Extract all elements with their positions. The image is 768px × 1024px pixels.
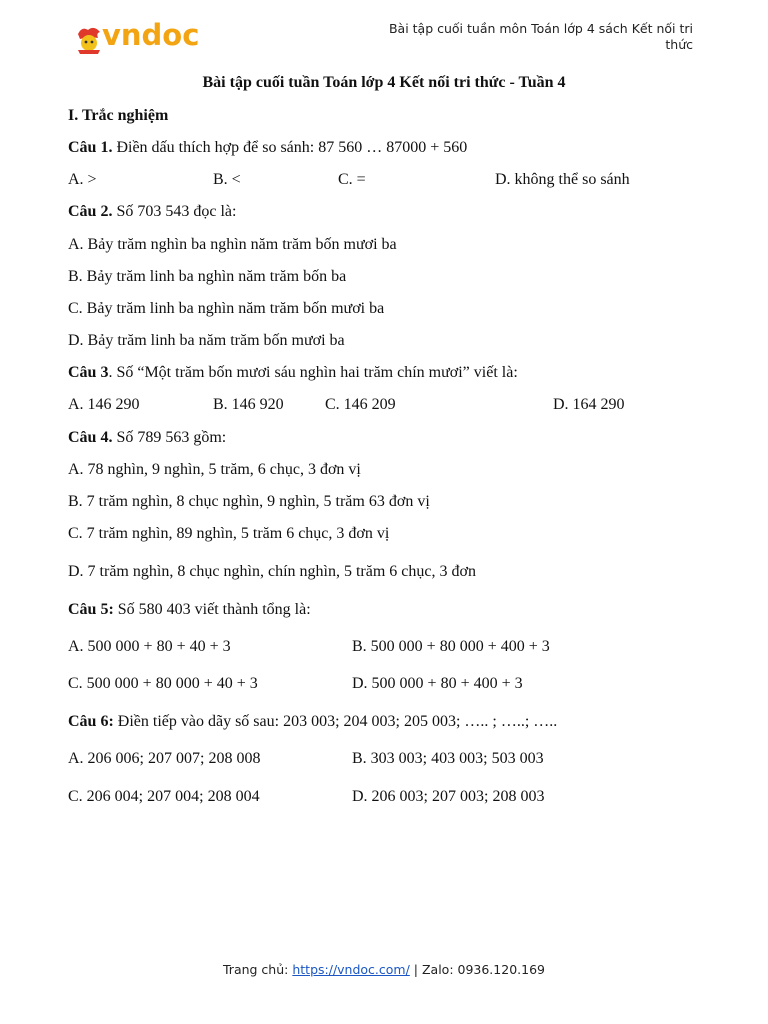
page-footer: [0, 962, 768, 977]
question-3: [68, 364, 518, 382]
q2-option-b: B. Bảy trăm linh ba nghìn năm trăm bốn ba: [68, 268, 347, 285]
question-text: Số 789 563 gồm:: [112, 429, 227, 446]
question-4: [68, 429, 226, 447]
question-text: Điền dấu thích hợp để so sánh: 87 560 … 87000 + 560: [112, 139, 468, 156]
question-label: Câu 3: [68, 364, 109, 381]
footer-home-link[interactable]: https://vndoc.com/: [292, 962, 410, 977]
footer-suffix: | Zalo: 0936.120.169: [409, 962, 545, 977]
q2-option-d: D. Bảy trăm linh ba năm trăm bốn mươi ba: [68, 332, 345, 349]
question-label: Câu 6:: [68, 713, 114, 730]
q4-option-b: B. 7 trăm nghìn, 8 chục nghìn, 9 nghìn, 5 trăm 63 đơn vị: [68, 493, 430, 510]
q1-option-c: C. =: [338, 171, 366, 188]
q6-option-d: D. 206 003; 207 003; 208 003: [352, 788, 545, 805]
question-label: Câu 4.: [68, 429, 113, 446]
logo-text: vndoc: [102, 18, 200, 52]
section-heading: I. Trắc nghiệm: [68, 107, 169, 124]
q2-option-c: C. Bảy trăm linh ba nghìn năm trăm bốn mươi ba: [68, 300, 385, 317]
q4-option-d: D. 7 trăm nghìn, 8 chục nghìn, chín nghìn, 5 trăm 6 chục, 3 đơn: [68, 563, 476, 580]
question-5: [68, 601, 311, 619]
logo-mascot-icon: [74, 24, 104, 56]
q5-option-c: C. 500 000 + 80 000 + 40 + 3: [68, 675, 258, 692]
page-title: Bài tập cuối tuần Toán lớp 4 Kết nối tri thức - Tuần 4: [202, 74, 566, 91]
q3-option-c: C. 146 209: [325, 396, 396, 413]
question-2: [68, 203, 236, 221]
question-label: Câu 5:: [68, 601, 114, 618]
vndoc-logo[interactable]: [74, 20, 204, 58]
q3-option-b: B. 146 920: [213, 396, 284, 413]
q6-option-b: B. 303 003; 403 003; 503 003: [352, 750, 544, 767]
q3-option-a: A. 146 290: [68, 396, 140, 413]
q3-option-d: D. 164 290: [553, 396, 625, 413]
q1-option-b: B. <: [213, 171, 241, 188]
question-1: [68, 139, 467, 157]
header-doc-name: Bài tập cuối tuần môn Toán lớp 4 sách Kết nối tri thức: [388, 21, 693, 52]
q4-option-a: A. 78 nghìn, 9 nghìn, 5 trăm, 6 chục, 3 đơn vị: [68, 461, 361, 478]
q6-option-a: A. 206 006; 207 007; 208 008: [68, 750, 261, 767]
question-label: Câu 2.: [68, 203, 113, 220]
question-6: [68, 713, 557, 731]
q1-option-d: D. không thể so sánh: [495, 171, 630, 188]
footer-prefix: Trang chủ:: [223, 962, 293, 977]
q5-option-a: A. 500 000 + 80 + 40 + 3: [68, 638, 231, 655]
question-text: . Số “Một trăm bốn mươi sáu nghìn hai trăm chín mươi” viết là:: [108, 364, 518, 381]
q2-option-a: A. Bảy trăm nghìn ba nghìn năm trăm bốn mươi ba: [68, 236, 397, 253]
q1-option-a: A. >: [68, 171, 97, 188]
question-text: Số 580 403 viết thành tổng là:: [113, 601, 311, 618]
question-text: Điền tiếp vào dãy số sau: 203 003; 204 003; 205 003; ….. ; …..; …..: [113, 713, 558, 730]
question-text: Số 703 543 đọc là:: [112, 203, 237, 220]
q5-option-b: B. 500 000 + 80 000 + 400 + 3: [352, 638, 550, 655]
q4-option-c: C. 7 trăm nghìn, 89 nghìn, 5 trăm 6 chục, 3 đơn vị: [68, 525, 390, 542]
q5-option-d: D. 500 000 + 80 + 400 + 3: [352, 675, 523, 692]
q6-option-c: C. 206 004; 207 004; 208 004: [68, 788, 260, 805]
question-label: Câu 1.: [68, 139, 113, 156]
